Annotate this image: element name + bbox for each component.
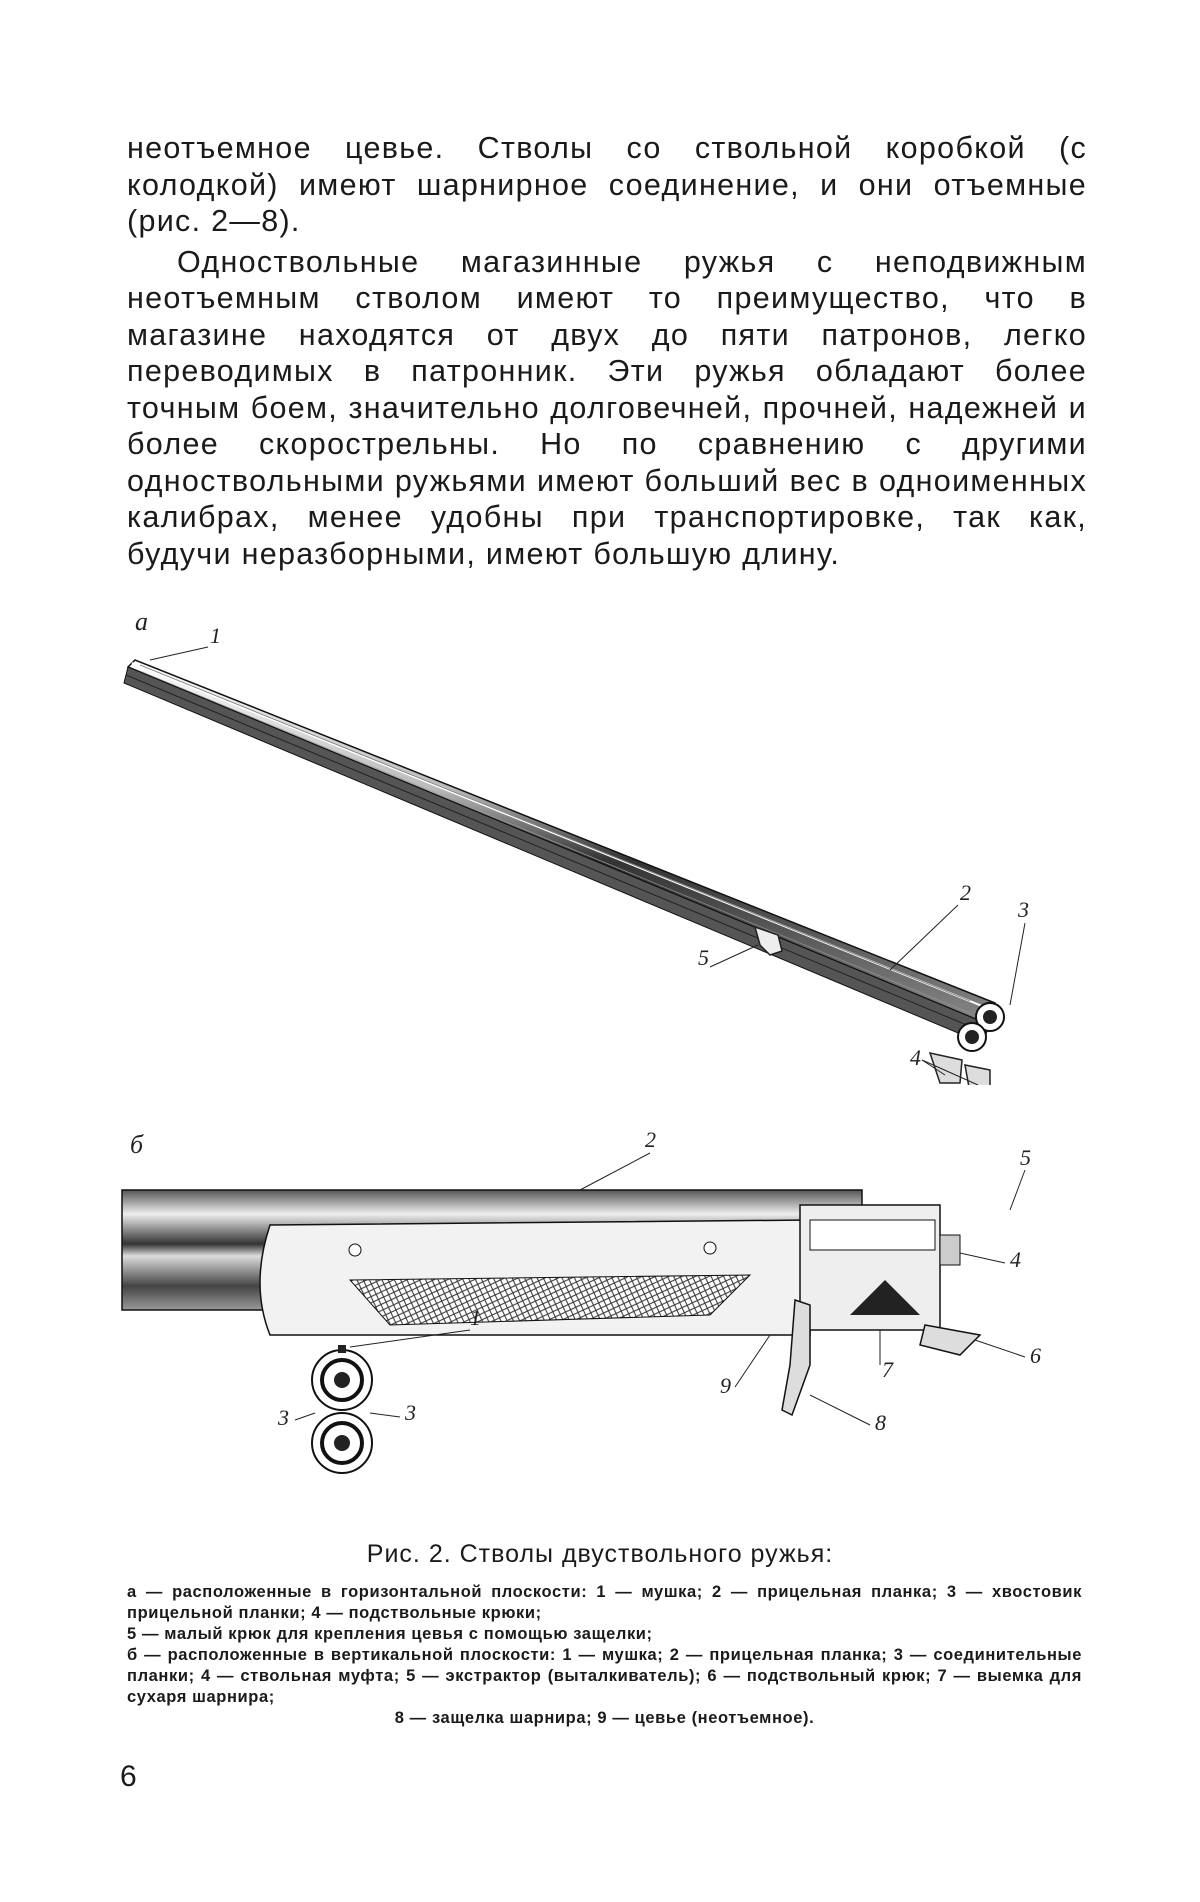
callout-3: 3 [1018,897,1029,922]
paragraph-1: неотъемное цевье. Стволы со ствольной коробкой (с колодкой) имеют шарнирное соединение, и они отъемные (рис. 2—8). [127,131,1087,238]
callout-b2: 2 [645,1127,656,1152]
page-number: 6 [120,1760,137,1793]
legend-line: 8 — защелка шарнира; 9 — цевье (неотъемное). [394,1709,815,1727]
figure-a-horizontal-barrels [110,605,1070,1085]
callout-4: 4 [910,1045,921,1070]
callout-b1: 1 [470,1305,481,1330]
callout-5: 5 [698,945,709,970]
callout-b3-left: 3 [278,1405,289,1430]
callout-b7: 7 [882,1357,893,1382]
callout-b5: 5 [1020,1145,1031,1170]
paragraph-2: Одноствольные магазинные ружья с неподвижным неотъемным стволом имеют то преимущество, что в магазине находятся от двух до пяти патронов, легко переводимых в патронник. Эти ружья обладают более точным боем, значительно долговечней, прочней, надежней и более скорострельны. Но по сравнению с другими одноствольными ружьями имеют больший вес в одноименных калибрах, менее удобны при транспортировке, так как, будучи неразборными, имеют большую длину. [127,244,1087,571]
callout-b9: 9 [720,1373,731,1398]
legend-line: б — расположенные в вертикальной плоскости: 1 — мушка; 2 — прицельная планка; 3 — соединительные планки; 4 — ствольная муфта; 5 — экстрактор (выталкиватель); 6 — подствольный крюк; 7 — выемка для сухаря шарнира; [127,1646,1082,1706]
callout-b4: 4 [1010,1247,1021,1272]
callout-b6: 6 [1030,1343,1041,1368]
callout-2: 2 [960,880,971,905]
muzzle-end-view [312,1345,372,1473]
legend-line: а — расположенные в горизонтальной плоскости: 1 — мушка; 2 — прицельная планка; 3 — хвостовик прицельной планки; 4 — подствольные крюки; [127,1583,1082,1622]
figure-a-label: а [135,607,148,636]
callout-b8: 8 [875,1410,886,1435]
figure-legend [127,1582,1082,1729]
figure-caption-title: Рис. 2. Стволы двуствольного ружья: [366,1540,834,1568]
callout-b3-right: 3 [405,1400,416,1425]
gun-side-view [122,1190,980,1415]
figure-b-label: б [130,1130,144,1159]
legend-line: 5 — малый крюк для крепления цевья с помощью защелки; [127,1625,653,1643]
body-text [127,130,1087,572]
barrel-assembly [124,660,1004,1085]
figure-b-vertical-barrels [110,1125,1070,1515]
callout-1: 1 [210,623,221,648]
